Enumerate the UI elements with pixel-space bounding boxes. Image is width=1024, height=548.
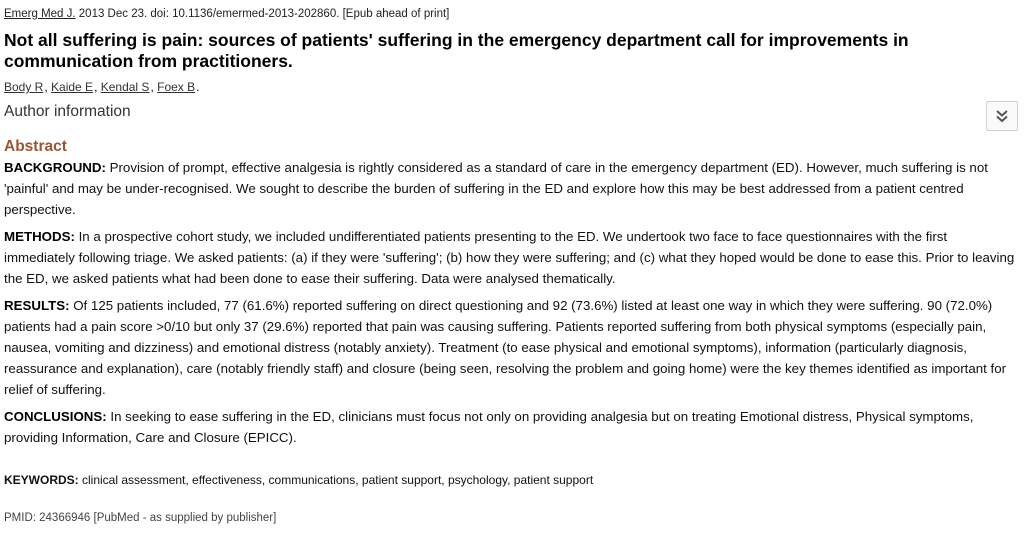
keywords [4, 472, 1020, 488]
author-list [4, 79, 1020, 95]
abstract-background [4, 157, 1016, 220]
author-information-toggle[interactable]: Author information [4, 103, 131, 120]
section-label: BACKGROUND: [4, 160, 106, 175]
keywords-label: KEYWORDS: [4, 473, 79, 487]
citation-line [4, 6, 1020, 22]
section-label: METHODS: [4, 229, 75, 244]
author-separator: , [150, 80, 158, 94]
expand-author-info-button[interactable] [986, 101, 1018, 131]
citation-details: 2013 Dec 23. doi: 10.1136/emermed-2013-202860. [Epub ahead of print] [75, 8, 450, 20]
abstract-conclusions [4, 406, 1016, 448]
pmid-line: PMID: 24366946 [PubMed - as supplied by publisher] [4, 512, 277, 524]
author-separator: , [94, 80, 101, 94]
author-link[interactable]: Kaide E [51, 80, 94, 94]
abstract-results [4, 295, 1016, 400]
section-label: RESULTS: [4, 298, 70, 313]
article-title: Not all suffering is pain: sources of patients' suffering in the emergency department call for improvements in communication from practitioners. [4, 30, 909, 71]
section-text: In seeking to ease suffering in the ED, clinicians must focus not only on providing analgesia but on treating Emotional distress, Physical symptoms, providing Information, Care and Closure (EPICC). [4, 409, 974, 445]
section-label: CONCLUSIONS: [4, 409, 107, 424]
author-link[interactable]: Foex B [157, 80, 196, 94]
keywords-text: clinical assessment, effectiveness, communications, patient support, psychology, patient support [78, 473, 594, 487]
author-info-row [4, 99, 1020, 129]
author-end: . [196, 80, 200, 94]
section-text: Provision of prompt, effective analgesia is rightly considered as a standard of care in the emergency department (ED). However, much suffering is not 'painful' and may be under-recognised. We sought to describe the burden of suffering in the ED and explore how this may be best addressed from a patient centred perspective. [4, 160, 988, 217]
section-text: Of 125 patients included, 77 (61.6%) reported suffering on direct questioning and 92 (73.6%) listed at least one way in which they were suffering. 90 (72.0%) patients had a pain score >0/10 but only 37 (29.6%) reported that pain was causing suffering. Patients reported suffering from both physical symptoms (especially pain, nausea, vomiting and dizziness) and emotional distress (notably anxiety). Treatment (to ease physical and emotional symptoms), information (particularly diagnosis, reassurance and explanation), care (notably friendly staff) and closure (being seen, resolving the problem and going home) were the key themes identified as important for relief of suffering. [4, 298, 1007, 397]
section-text: In a prospective cohort study, we included undifferentiated patients presenting to the ED. We undertook two face to face questionnaires with the first immediately following triage. We asked patients: (a) if they were 'suffering'; (b) how they were suffering; and (c) what they hoped would be done to ease this. Prior to leaving the ED, we asked patients what had been done to ease their suffering. Data were analysed thematically. [4, 229, 1015, 286]
abstract-heading: Abstract [4, 138, 67, 155]
abstract-methods [4, 226, 1016, 289]
journal-link[interactable]: Emerg Med J. [4, 8, 76, 20]
author-link[interactable]: Kendal S [100, 80, 150, 94]
author-separator: , [44, 80, 52, 94]
double-chevron-down-icon [995, 109, 1009, 123]
author-link[interactable]: Body R [4, 80, 44, 94]
